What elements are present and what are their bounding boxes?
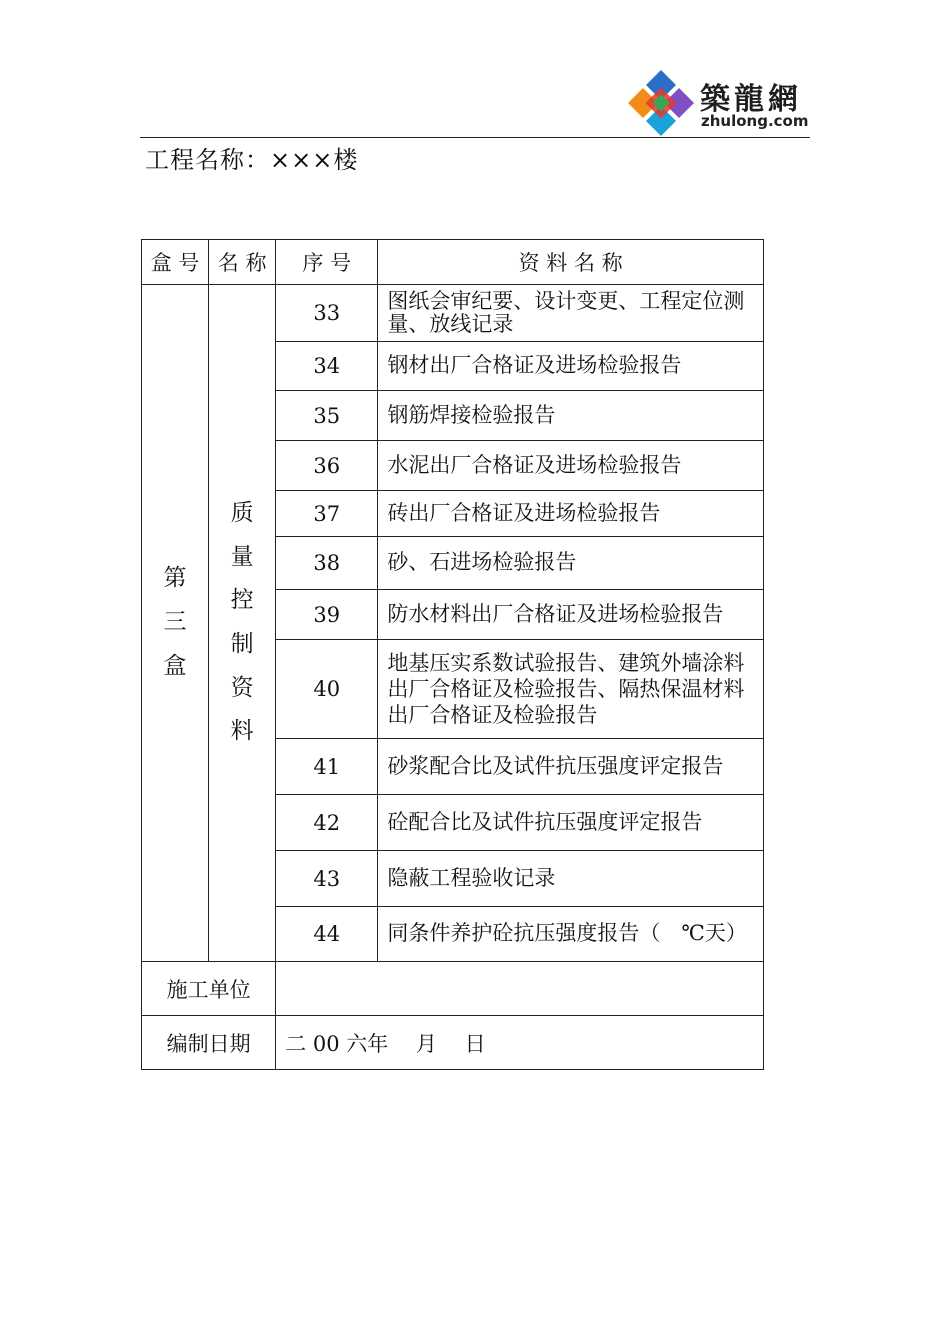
category-cell: 质 量 控 制 资 料	[209, 285, 276, 962]
row-number: 36	[276, 441, 378, 491]
row-title: 砼配合比及试件抗压强度评定报告	[378, 795, 764, 851]
row-title: 地基压实系数试验报告、建筑外墙涂料出厂合格证及检验报告、隔热保温材料出厂合格证及检验报告	[378, 640, 764, 739]
row-number: 38	[276, 537, 378, 590]
row-title: 砂、石进场检验报告	[378, 537, 764, 590]
construction-unit-label: 施工单位	[142, 962, 276, 1016]
row-number: 42	[276, 795, 378, 851]
row-title: 砖出厂合格证及进场检验报告	[378, 491, 764, 537]
row-title: 钢筋焊接检验报告	[378, 391, 764, 441]
table-row	[142, 285, 764, 342]
compile-date-value: 二 00 六年 月 日	[276, 1016, 764, 1070]
project-value: ×××楼	[270, 146, 359, 174]
row-number: 37	[276, 491, 378, 537]
row-title: 隐蔽工程验收记录	[378, 851, 764, 907]
compile-date-label: 编制日期	[142, 1016, 276, 1070]
logo-chinese-text: 築龍網	[700, 82, 802, 117]
project-label: 工程名称：	[145, 146, 270, 174]
row-number: 40	[276, 640, 378, 739]
logo-domain-text: zhulong.com	[701, 112, 809, 130]
zhulong-logo-mark-icon	[626, 68, 696, 138]
row-title: 防水材料出厂合格证及进场检验报告	[378, 590, 764, 640]
header-seq: 序 号	[276, 240, 378, 285]
compile-date-row	[142, 1016, 764, 1070]
row-number: 34	[276, 342, 378, 391]
zhulong-logo	[626, 68, 816, 138]
box-number-cell: 第 三 盒	[142, 285, 209, 962]
row-title: 钢材出厂合格证及进场检验报告	[378, 342, 764, 391]
row-title: 水泥出厂合格证及进场检验报告	[378, 441, 764, 491]
row-number: 35	[276, 391, 378, 441]
row-title: 图纸会审纪要、设计变更、工程定位测量、放线记录	[378, 285, 764, 342]
header-name: 名 称	[209, 240, 276, 285]
header-title: 资 料 名 称	[378, 240, 764, 285]
header-box: 盒 号	[142, 240, 209, 285]
row-number: 41	[276, 739, 378, 795]
row-number: 43	[276, 851, 378, 907]
row-title: 砂浆配合比及试件抗压强度评定报告	[378, 739, 764, 795]
row-number: 39	[276, 590, 378, 640]
row-title: 同条件养护砼抗压强度报告（ ℃天）	[378, 907, 764, 962]
row-number: 33	[276, 285, 378, 342]
document-index-table	[141, 239, 764, 1070]
row-number: 44	[276, 907, 378, 962]
header-divider	[140, 137, 810, 138]
table-header-row	[142, 240, 764, 285]
construction-unit-value	[276, 962, 764, 1016]
project-name-line	[145, 140, 358, 175]
construction-unit-row	[142, 962, 764, 1016]
